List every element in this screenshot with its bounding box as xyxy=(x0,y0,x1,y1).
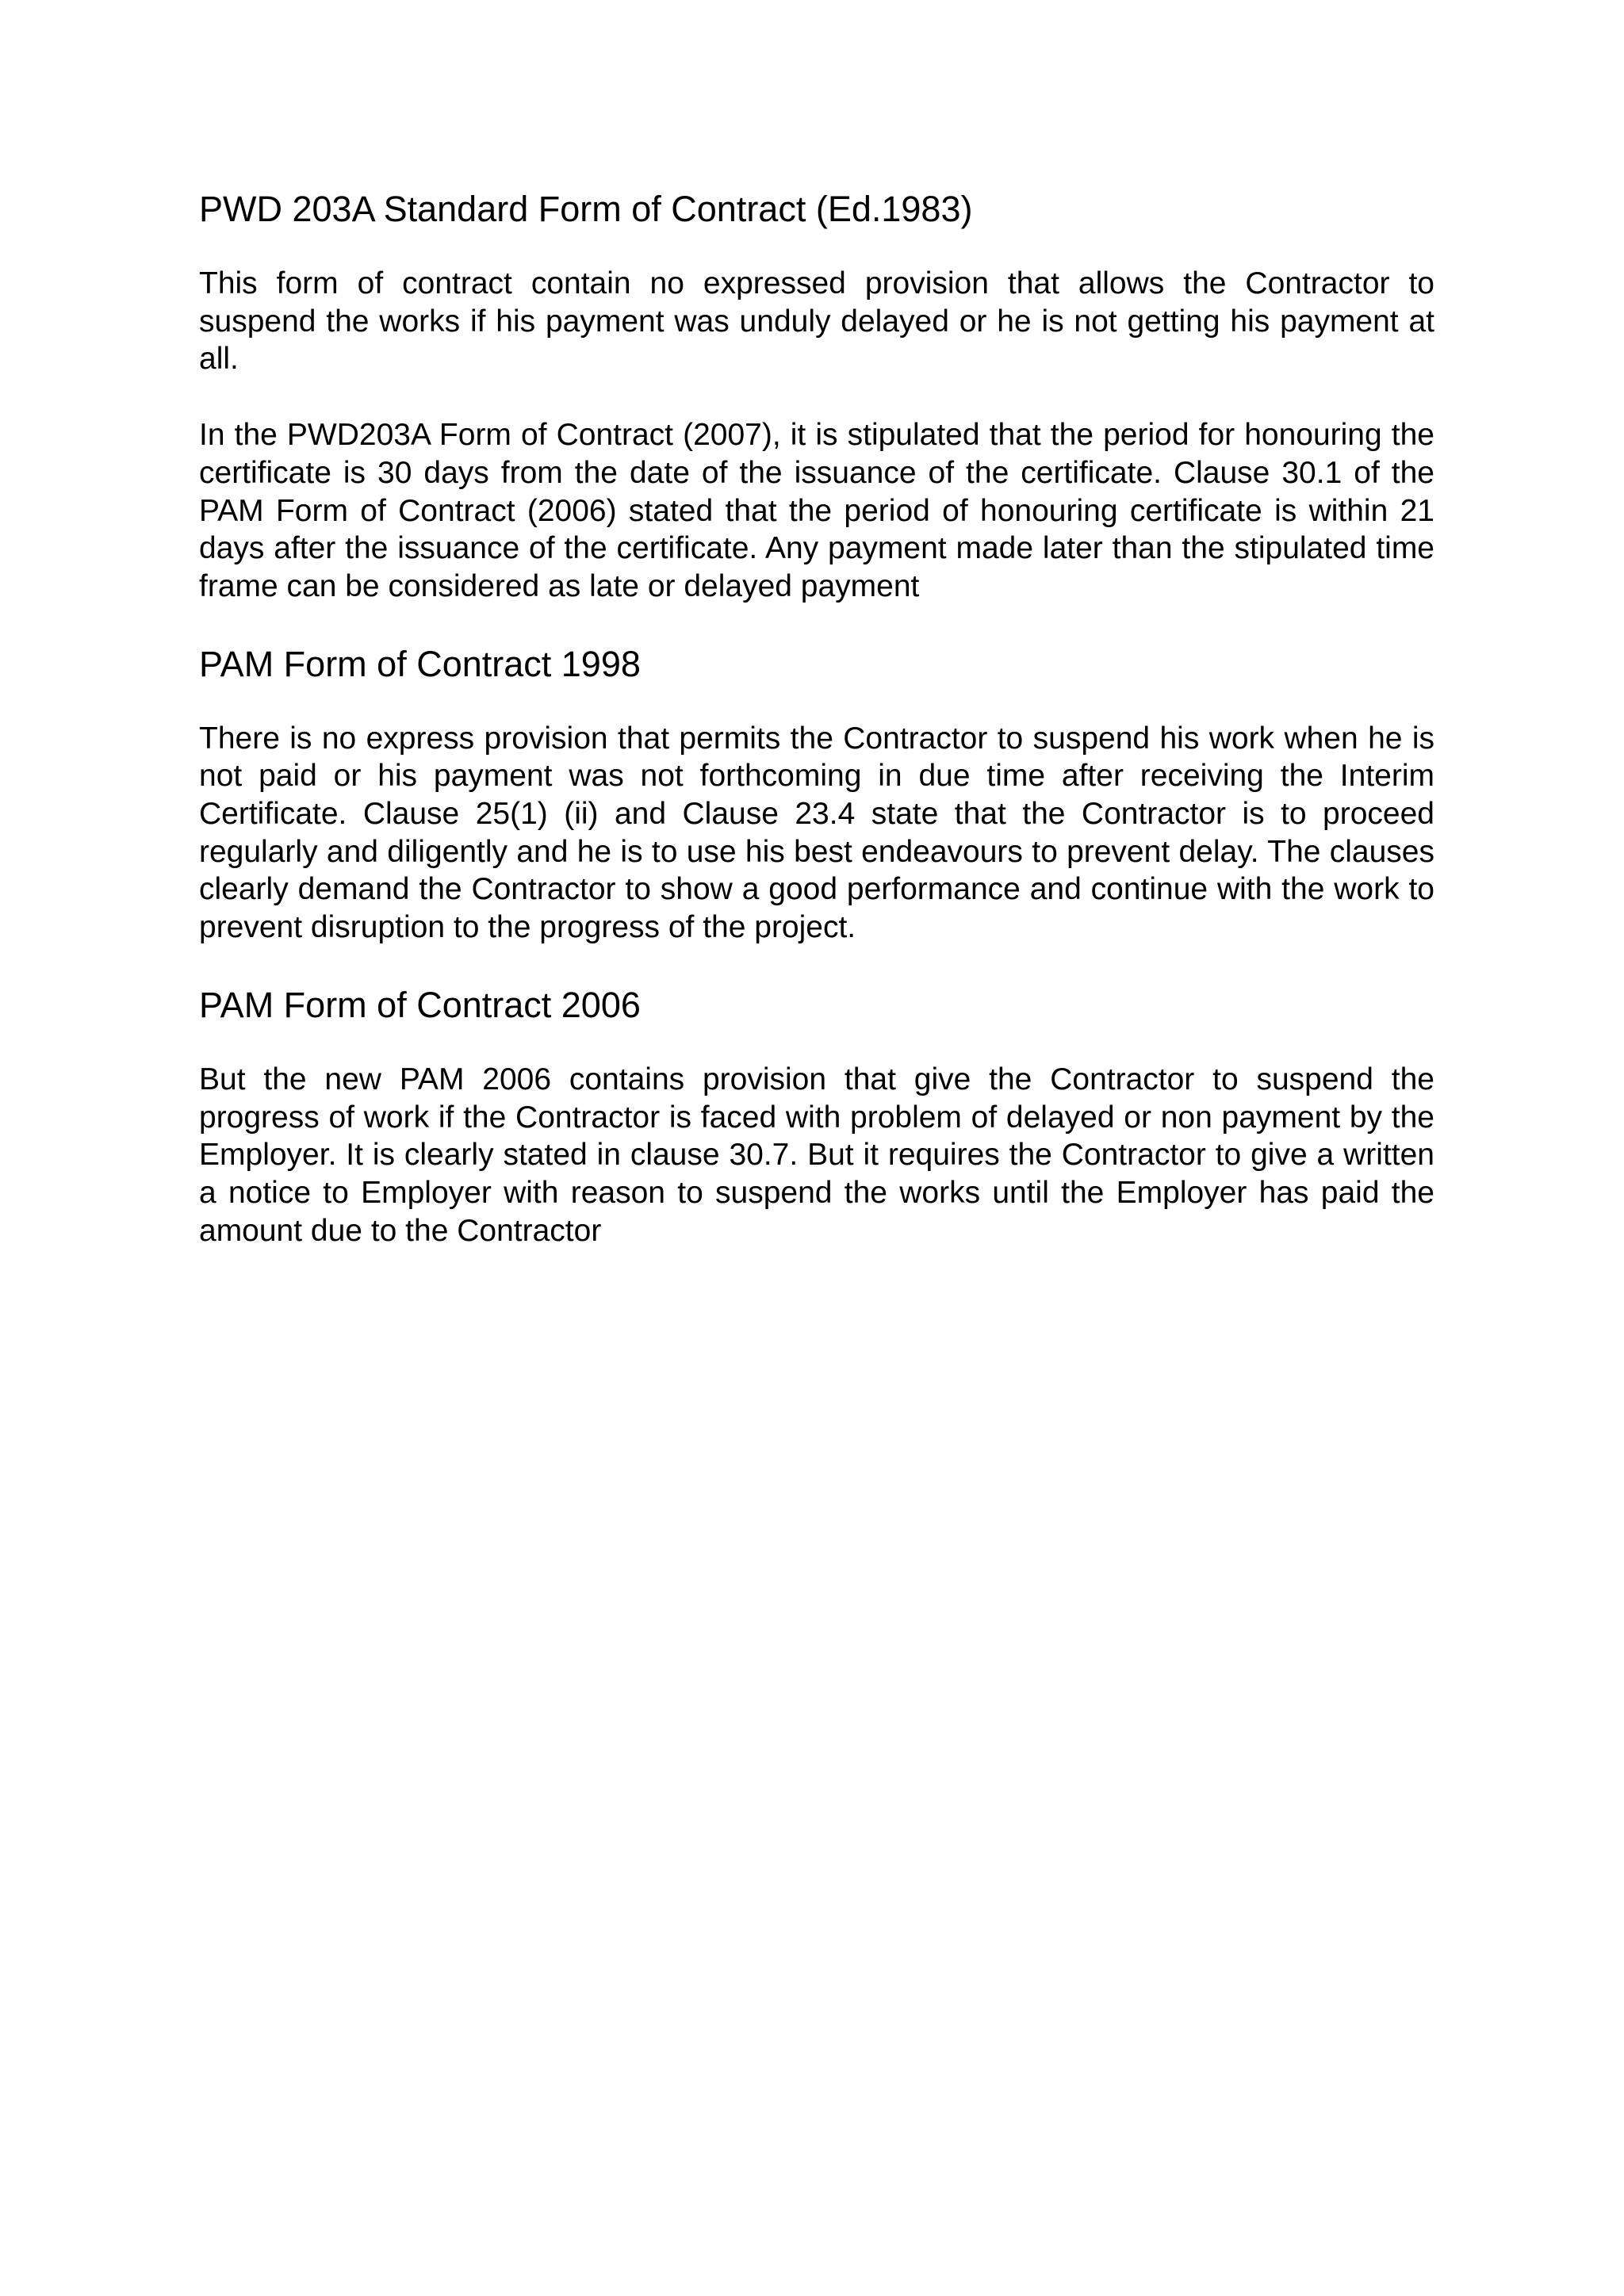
section-heading-pam-2006: PAM Form of Contract 2006 xyxy=(199,984,641,1025)
document-body xyxy=(199,187,1434,1249)
paragraph-pwd-203a-no-provision: This form of contract contain no expressed provision that allows the Contractor to suspend the works if his payment was unduly delayed or he is not getting his payment at all. xyxy=(199,266,1434,377)
paragraph-pam-1998: There is no express provision that permits the Contractor to suspend his work when he is not paid or his payment was not forthcoming in due time after receiving the Interim Certificate. Clause 25(1) (ii) and Clause 23.4 state that the Contractor is to proceed regularly and diligently and he is to use his best endeavours to prevent delay. The clauses clearly demand the Contractor to show a good performance and continue with the work to prevent disruption to the progress of the project. xyxy=(199,721,1434,945)
section-heading-pam-1998: PAM Form of Contract 1998 xyxy=(199,643,641,684)
paragraph-pam-2006: But the new PAM 2006 contains provision that give the Contractor to suspend the progress of work if the Contractor is faced with problem of delayed or non payment by the Employer. It is clearly stated in clause 30.7. But it requires the Contractor to give a written a notice to Employer with reason to suspend the works until the Employer has paid the amount due to the Contractor xyxy=(199,1062,1434,1248)
section-heading-pwd-203a: PWD 203A Standard Form of Contract (Ed.1983) xyxy=(199,189,973,229)
paragraph-pwd-203a-payment-period: In the PWD203A Form of Contract (2007), it is stipulated that the period for honouring the certificate is 30 days from the date of the issuance of the certificate. Clause 30.1 of the PAM Form of Contract (2006) stated that the period of honouring certificate is within 21 days after the issuance of the certificate. Any payment made later than the stipulated time frame can be considered as late or delayed payment xyxy=(199,418,1434,603)
